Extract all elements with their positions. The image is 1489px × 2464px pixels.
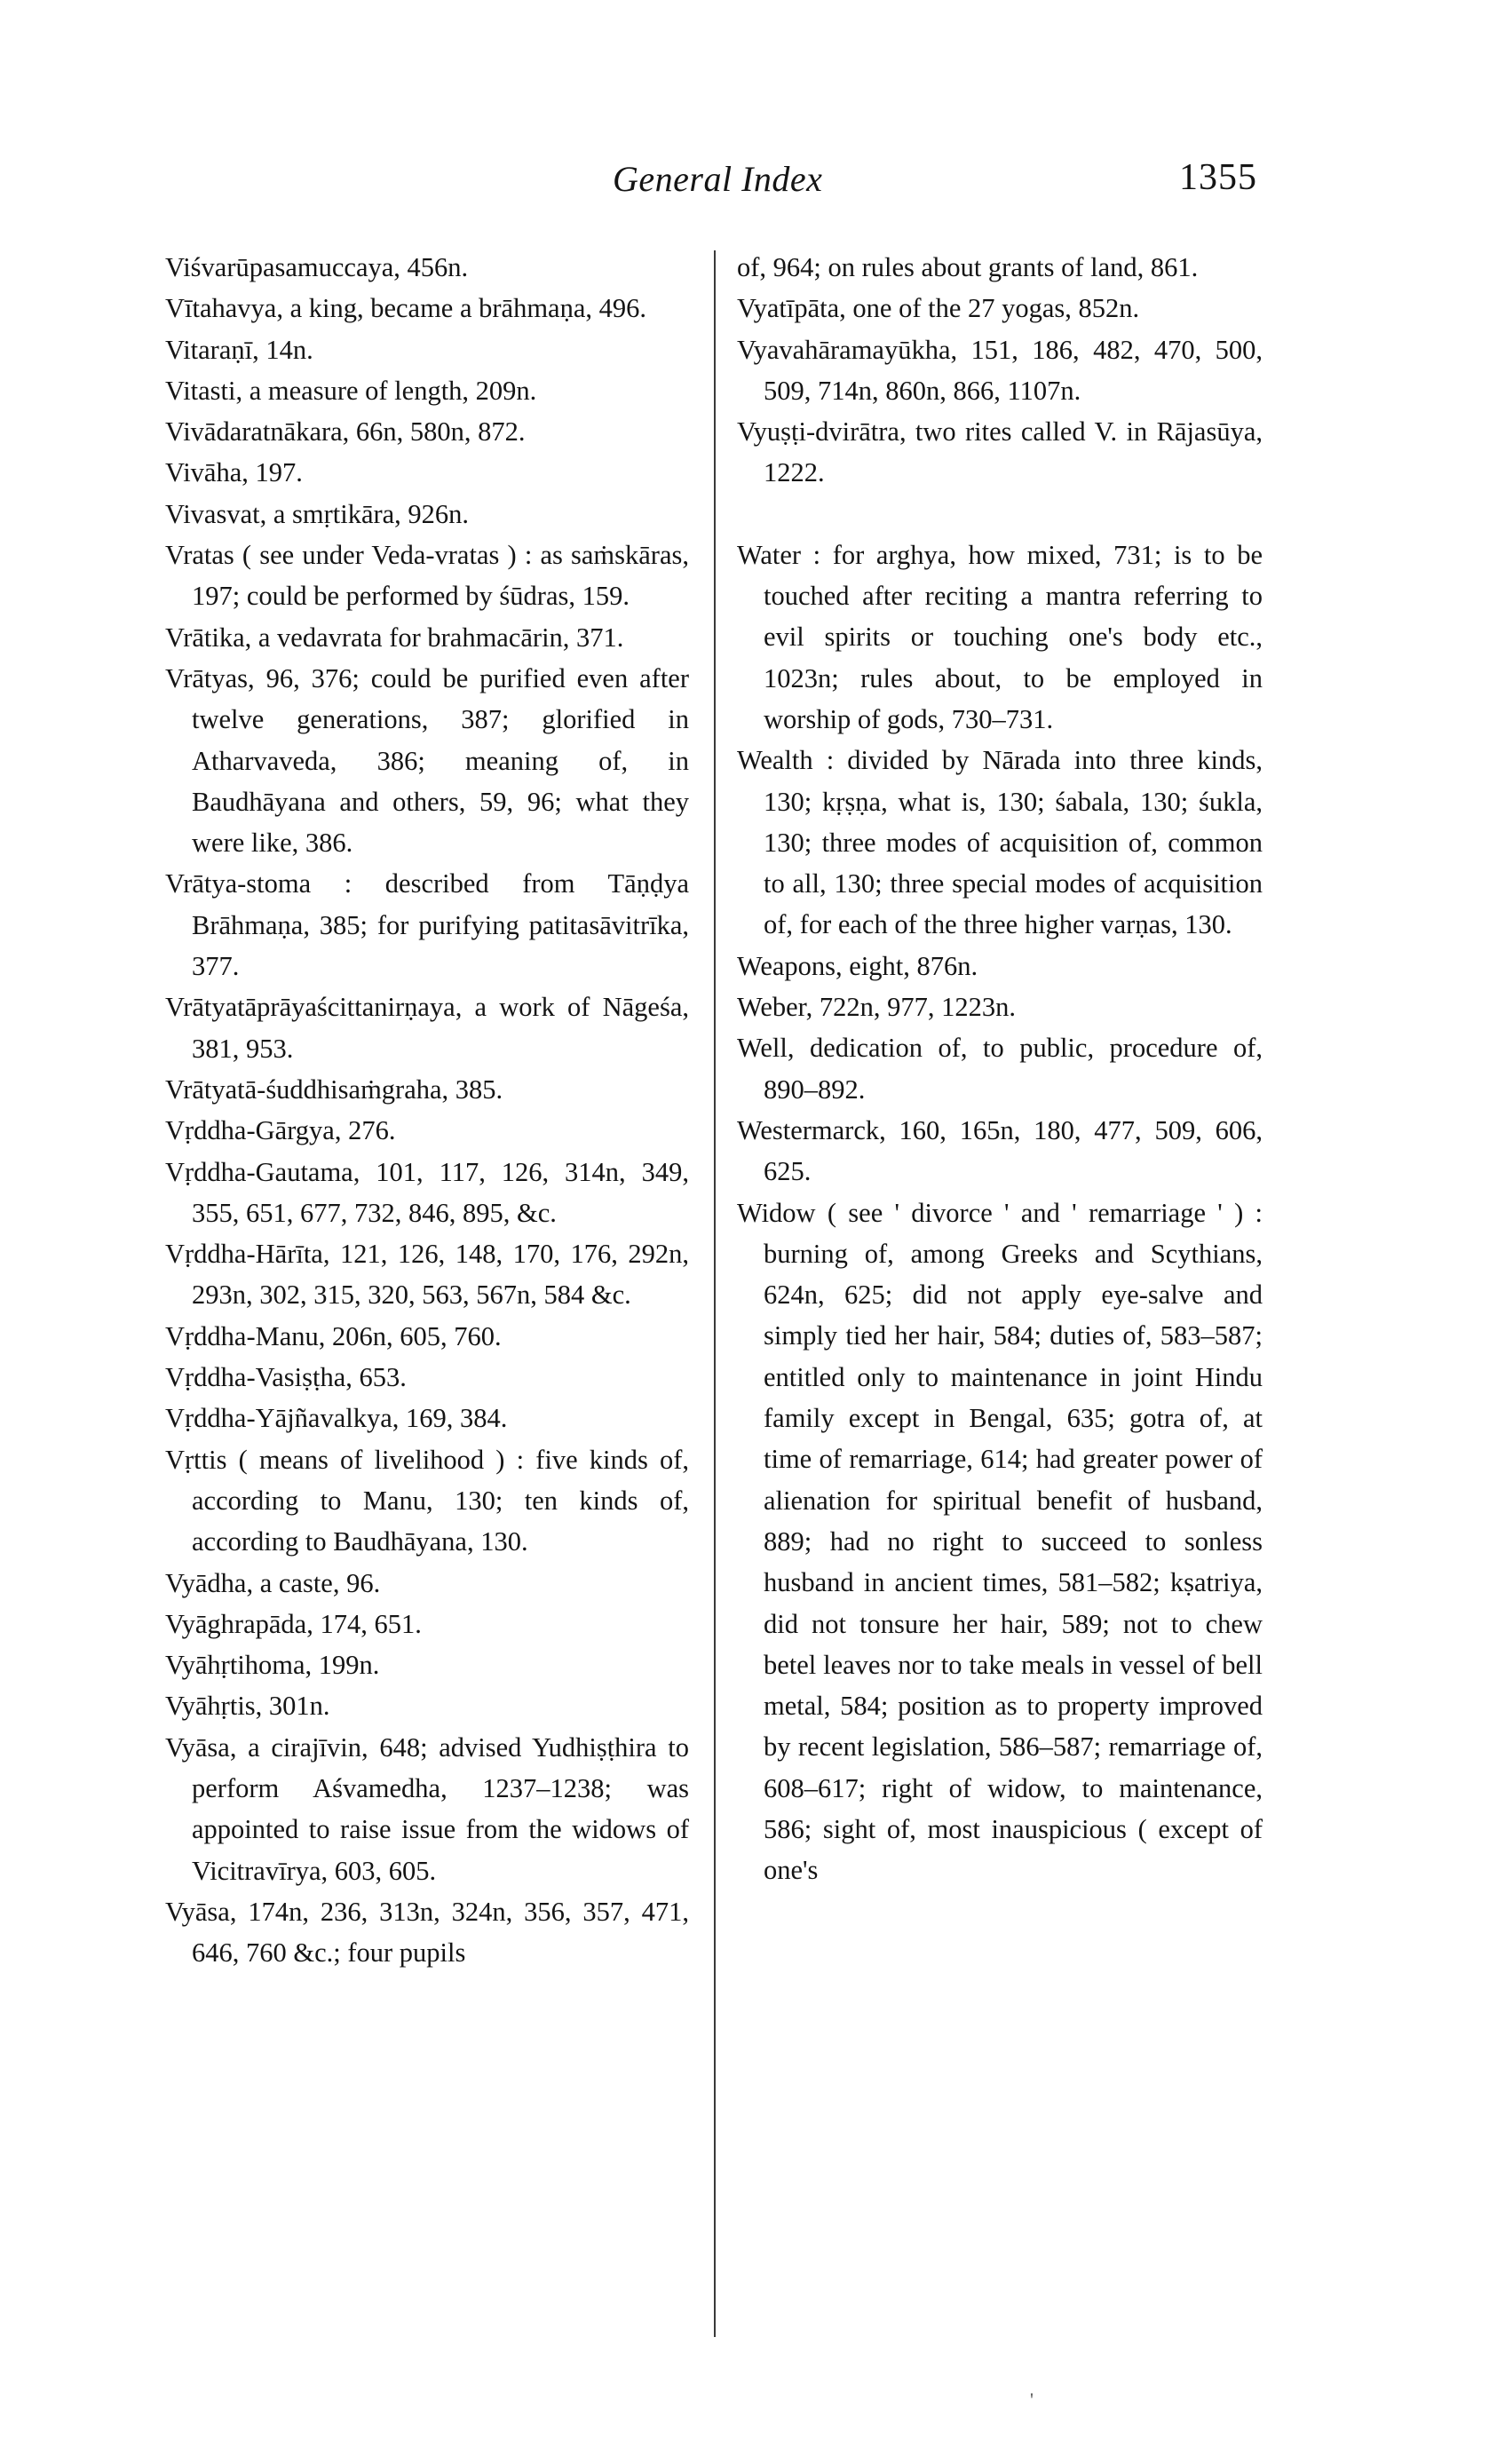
- index-entry: Westermarck, 160, 165n, 180, 477, 509, 606, 625.: [737, 1114, 1263, 1187]
- index-entry: Vṛddha-Gārgya, 276.: [165, 1115, 396, 1146]
- index-entry: Vṛddha-Vasiṣṭha, 653.: [165, 1362, 407, 1393]
- scan-speck: ': [1030, 2389, 1034, 2411]
- index-column-left: [165, 247, 689, 1973]
- running-title: General Index: [613, 159, 823, 199]
- index-entry: Vṛddha-Gautama, 101, 117, 126, 314n, 349, 355, 651, 677, 732, 846, 895, &c.: [165, 1156, 689, 1228]
- index-entry: Water : for arghya, how mixed, 731; is to be touched after reciting a mantra referring to evil spirits or touching one's body etc., 1023n; rules about, to be employed in worship of gods, 730–731.: [737, 539, 1263, 734]
- index-entry: Vyatīpāta, one of the 27 yogas, 852n.: [737, 293, 1140, 324]
- index-entry: Viśvarūpasamuccaya, 456n.: [165, 252, 469, 282]
- index-entry: Vrātyatā-śuddhisaṁgraha, 385.: [165, 1074, 503, 1105]
- index-entry: Widow ( see ' divorce ' and ' remarriage ' ) : burning of, among Greeks and Scythians, 624n, 625; did not apply eye-salve and simply tied her hair, 584; duties of, 583–587; entitled only to maintenance in joint Hindu family except in Bengal, 635; gotra of, at time of remarriage, 614; had greater power of alienation for spiritual benefit of husband, 889; had no right to succeed to sonless husband in ancient times, 581–582; kṣatriya, did not tonsure her hair, 589; not to chew betel leaves nor to take meals in vessel of bell metal, 584; position as to property improved by recent legislation, 586–587; remarriage of, 608–617; right of widow, to maintenance, 586; sight of, most inauspicious ( except of one's: [737, 1197, 1263, 1886]
- index-entry: Vyāsa, 174n, 236, 313n, 324n, 356, 357, 471, 646, 760 &c.; four pupils: [165, 1896, 689, 1969]
- index-entry: Vrātya-stoma : described from Tāṇḍya Brāhmaṇa, 385; for purifying patitasāvitrīka, 377.: [165, 868, 689, 982]
- index-entry: Vratas ( see under Veda-vratas ) : as saṁskāras, 197; could be performed by śūdras, 159.: [165, 540, 689, 612]
- column-divider: [714, 250, 716, 2337]
- index-entry: Vītahavya, a king, became a brāhmaṇa, 496.: [165, 293, 647, 324]
- index-entry: Vitaraṇī, 14n.: [165, 334, 313, 365]
- index-entry: Vṛddha-Manu, 206n, 605, 760.: [165, 1320, 502, 1351]
- index-entry: Vyādha, a caste, 96.: [165, 1567, 381, 1598]
- index-entry: Vrātyas, 96, 376; could be purified even after twelve generations, 387; glorified in Atharvaveda, 386; meaning of, in Baudhāyana and others, 59, 96; what they were like, 386.: [165, 662, 689, 859]
- index-entry: Wealth : divided by Nārada into three kinds, 130; kṛṣṇa, what is, 130; śabala, 130; śukla, 130; three modes of acquisition of, common to all, 130; three special modes of acquisition of, for each of the three higher varṇas, 130.: [737, 745, 1263, 940]
- index-entry: Well, dedication of, to public, procedure of, 890–892.: [737, 1033, 1263, 1105]
- index-entry: Vivasvat, a smṛtikāra, 926n.: [165, 498, 470, 529]
- index-entry: Vyāsa, a cirajīvin, 648; advised Yudhiṣṭhira to perform Aśvamedha, 1237–1238; was appointed to raise issue from the widows of Vicitravīrya, 603, 605.: [165, 1731, 689, 1886]
- index-entry: Vṛddha-Yājñavalkya, 169, 384.: [165, 1403, 508, 1434]
- index-entry: Vṛddha-Hārīta, 121, 126, 148, 170, 176, 292n, 293n, 302, 315, 320, 563, 567n, 584 &c.: [165, 1239, 689, 1311]
- index-entry: Vyāghrapāda, 174, 651.: [165, 1608, 422, 1639]
- index-entry: Vrātyatāprāyaścittanirṇaya, a work of Nāgeśa, 381, 953.: [165, 992, 689, 1064]
- index-column-right: [737, 247, 1263, 1891]
- index-entry: Vyāhṛtihoma, 199n.: [165, 1650, 380, 1681]
- index-entry: Weber, 722n, 977, 1223n.: [737, 992, 1016, 1023]
- index-entry: Vyuṣṭi-dvirātra, two rites called V. in Rājasūya, 1222.: [737, 416, 1263, 488]
- page-number: 1355: [1179, 157, 1257, 198]
- index-entry: Vitasti, a measure of length, 209n.: [165, 375, 537, 406]
- index-entry: Vivāha, 197.: [165, 457, 303, 488]
- index-entry: Vrātika, a vedavrata for brahmacārin, 371.: [165, 622, 624, 653]
- index-entry: Weapons, eight, 876n.: [737, 950, 978, 981]
- index-entry: of, 964; on rules about grants of land, 861.: [737, 252, 1199, 282]
- index-entry: Vyavahāramayūkha, 151, 186, 482, 470, 500, 509, 714n, 860n, 866, 1107n.: [737, 334, 1263, 406]
- index-entry: Vṛttis ( means of livelihood ) : five kinds of, according to Manu, 130; ten kinds of, according to Baudhāyana, 130.: [165, 1444, 689, 1557]
- index-entry: Vivādaratnākara, 66n, 580n, 872.: [165, 416, 526, 448]
- index-entry: Vyāhṛtis, 301n.: [165, 1691, 330, 1722]
